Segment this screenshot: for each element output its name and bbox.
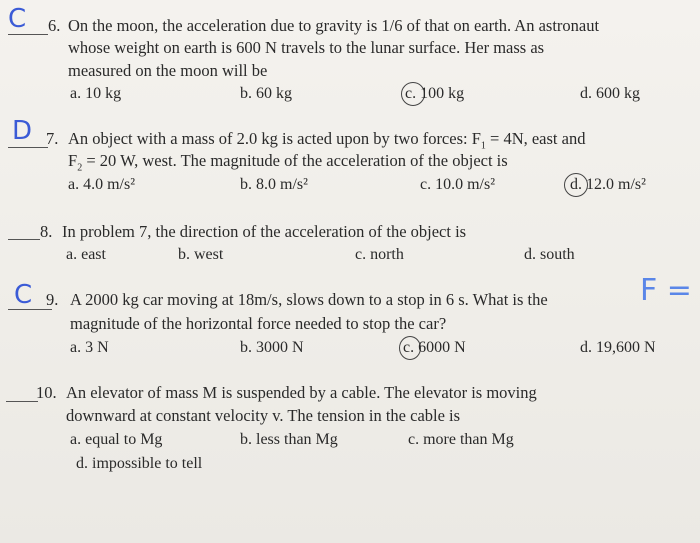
option-10b[interactable]: b. less than Mg	[240, 431, 338, 448]
answer-blank-8[interactable]	[8, 239, 40, 240]
handwritten-margin-note: F =	[640, 273, 692, 308]
question-7-line-2	[68, 151, 508, 174]
option-7b[interactable]: b. 8.0 m/s²	[240, 176, 308, 193]
question-number-10: 10.	[36, 383, 57, 402]
question-10-line-1: An elevator of mass M is suspended by a cable. The elevator is moving	[66, 383, 537, 402]
answer-blank-10[interactable]	[6, 401, 38, 402]
option-6b[interactable]: b. 60 kg	[240, 85, 292, 102]
question-9-line-2: magnitude of the horizontal force needed to stop the car?	[70, 314, 447, 333]
question-9-line-1: A 2000 kg car moving at 18m/s, slows down to a stop in 6 s. What is the	[70, 290, 548, 309]
option-8b[interactable]: b. west	[178, 246, 224, 263]
option-9b[interactable]: b. 3000 N	[240, 339, 304, 356]
option-9a[interactable]: a. 3 N	[70, 339, 109, 356]
answer-blank-6[interactable]	[8, 34, 48, 35]
question-7-line-1-rest: = 4N, east and	[485, 129, 586, 148]
question-number-8: 8.	[40, 222, 53, 241]
handwritten-answer-6: C	[8, 4, 27, 34]
option-7d[interactable]: d. 12.0 m/s²	[570, 176, 646, 193]
question-7-line-2-rest: = 20 W, west. The magnitude of the acceleration of the object is	[82, 151, 508, 170]
option-10c[interactable]: c. more than Mg	[408, 431, 514, 448]
option-6c[interactable]: c. 100 kg	[405, 85, 465, 102]
question-number-6: 6.	[48, 16, 61, 35]
option-9d[interactable]: d. 19,600 N	[580, 339, 656, 356]
option-6d[interactable]: d. 600 kg	[580, 85, 640, 102]
option-6a[interactable]: a. 10 kg	[70, 85, 122, 102]
question-6-line-2: whose weight on earth is 600 N travels to the lunar surface. Her mass as	[68, 38, 545, 57]
question-number-9: 9.	[46, 290, 59, 309]
option-7a[interactable]: a. 4.0 m/s²	[68, 176, 136, 193]
question-8-line-1: In problem 7, the direction of the acceleration of the object is	[62, 222, 467, 241]
force-1-subscript: 1	[480, 140, 486, 152]
option-8d[interactable]: d. south	[524, 246, 575, 263]
option-8a[interactable]: a. east	[66, 246, 106, 263]
force-2-symbol: F	[68, 151, 78, 170]
question-10-line-2: downward at constant velocity v. The tension in the cable is	[66, 406, 461, 425]
question-6-line-1: On the moon, the acceleration due to gravity is 1/6 of that on earth. An astronaut	[68, 16, 600, 35]
answer-blank-7[interactable]	[8, 147, 48, 148]
question-6-line-3: measured on the moon will be	[68, 61, 268, 80]
question-7-line-1	[68, 129, 586, 152]
option-7c[interactable]: c. 10.0 m/s²	[420, 176, 496, 193]
option-10d[interactable]: d. impossible to tell	[76, 455, 203, 472]
force-2-subscript: 2	[77, 162, 83, 174]
handwritten-answer-9: C	[14, 280, 33, 310]
handwritten-answer-7: D	[12, 116, 33, 146]
question-7-line-1-text: An object with a mass of 2.0 kg is acted upon by two forces: F	[68, 129, 481, 148]
option-10a[interactable]: a. equal to Mg	[70, 431, 163, 448]
option-8c[interactable]: c. north	[355, 246, 404, 263]
option-9c[interactable]: c. 6000 N	[403, 339, 466, 356]
question-number-7: 7.	[46, 129, 59, 148]
